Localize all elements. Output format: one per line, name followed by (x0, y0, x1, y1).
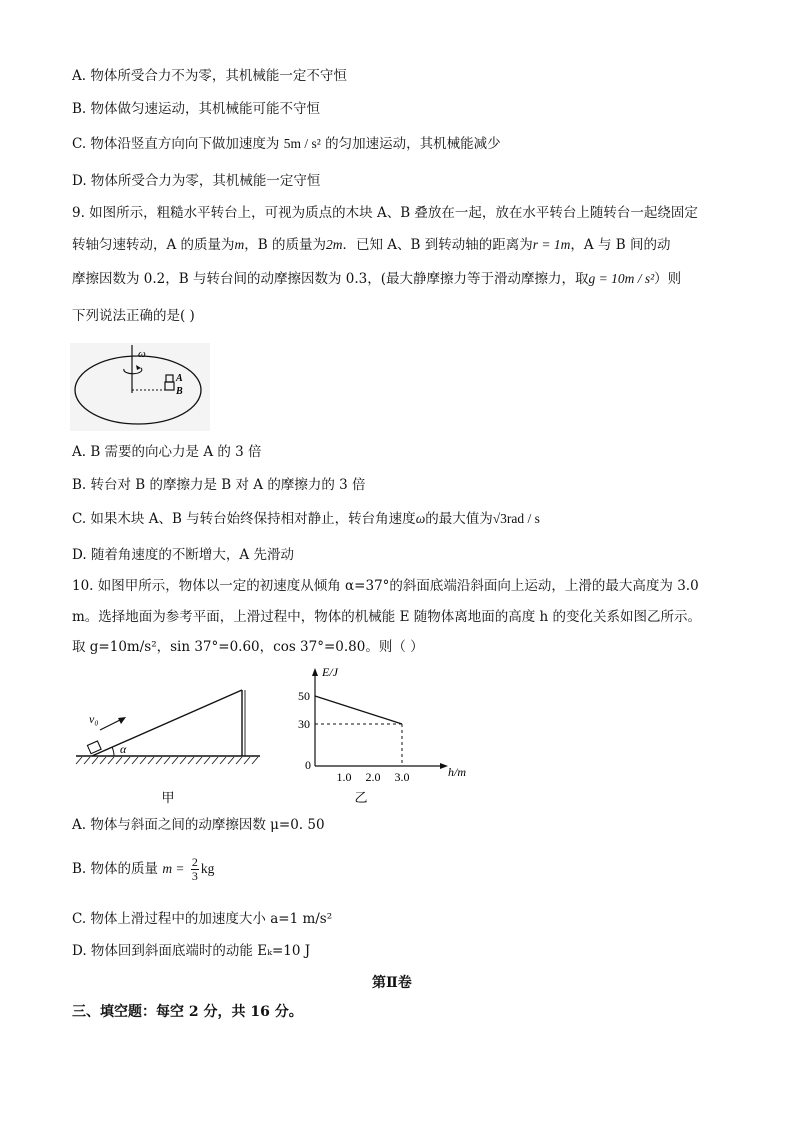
q10-stem-line1: 10. 如图甲所示，物体以一定的初速度从倾角 α=37°的斜面底端沿斜面向上运动，上滑的最大高度为 3.0 (72, 578, 699, 594)
q10-option-b-unit: kg (200, 861, 215, 876)
q10-stem-line3: 取 g=10m/s²，sin 37°=0.60，cos 37°=0.80。则（ ） (72, 639, 424, 655)
q9-line2-b: ，B 的质量为 (244, 237, 327, 253)
y-axis-label: E/J (322, 665, 338, 679)
q9-option-b: B. 转台对 B 的摩擦力是 B 对 A 的摩擦力的 3 倍 (72, 477, 366, 493)
y-tick-label-50: 50 (298, 689, 310, 703)
q10-incline-figure (74, 680, 264, 810)
fraction-denominator: 3 (191, 869, 198, 883)
q8-option-c-math: 5m / s² (283, 136, 321, 151)
q8-option-a: A. 物体所受合力不为零，其机械能一定不守恒 (72, 68, 347, 84)
section-title: 第Ⅱ卷 (372, 975, 412, 991)
x-axis-arrow (440, 763, 448, 769)
q9-stem-line1: 9. 如图所示，粗糙水平转台上，可视为质点的木块 A、B 叠放在一起，放在水平转台上随转台一起绕固定 (72, 205, 698, 221)
figure-jia-caption: 甲 (161, 790, 175, 805)
section-heading: 三、填空题：每空 2 分，共 16 分。 (72, 1004, 303, 1020)
v0-label: v₀ (89, 712, 99, 726)
origin-label: 0 (305, 758, 311, 772)
omega-label: ω (138, 348, 146, 360)
alpha-label: α (120, 742, 127, 756)
q10-option-b-fraction (191, 856, 199, 883)
q9-option-a: A. B 需要的向心力是 A 的 3 倍 (72, 444, 262, 460)
q10-option-b (72, 856, 214, 883)
q8-option-d: D. 物体所受合力为零，其机械能一定守恒 (72, 173, 321, 189)
q9-stem-line2 (72, 236, 670, 254)
q9-mass-b: 2m (326, 237, 343, 252)
q9-option-c-mid: 的最大值为 (425, 511, 493, 527)
q9-option-d: D. 随着角速度的不断增大，A 先滑动 (72, 547, 294, 563)
x-axis-label: h/m (448, 765, 466, 779)
x-tick-label-3.0: 3.0 (394, 770, 410, 784)
q9-line3-a: 摩擦因数为 0.2，B 与转台间的动摩擦因数为 0.3，(最大静摩擦力等于滑动摩擦力，取 (72, 271, 589, 287)
q10-option-b-mass: m = (162, 861, 185, 876)
q9-option-c (72, 510, 540, 528)
q9-option-c-pre: C. 如果木块 A、B 与转台始终保持相对静止，转台角速度 (72, 511, 416, 527)
q9-line2-a: 转轴匀速转动，A 的质量为 (72, 237, 235, 253)
label-a: A (176, 373, 183, 384)
q9-line2-d: ，A 与 B 间的动 (570, 237, 671, 253)
sliding-block (87, 741, 101, 754)
q8-option-c (72, 135, 501, 153)
q10-stem-line2: m。选择地面为参考平面，上滑过程中，物体的机械能 E 随物体离地面的高度 h 的变化关系如图乙所示。 (72, 609, 702, 625)
q9-stem-line4: 下列说法正确的是( ) (72, 308, 195, 324)
q9-mass-a: m (234, 237, 245, 252)
q10-option-d: D. 物体回到斜面底端时的动能 Eₖ=10 J (72, 943, 311, 959)
q8-option-c-pre: C. 物体沿竖直方向向下做加速度为 (72, 136, 280, 152)
energy-line (315, 696, 402, 724)
q10-energy-chart (296, 660, 486, 810)
q9-option-c-omega: ω (415, 511, 426, 526)
q9-gravity: g = 10m / s² (588, 271, 655, 286)
y-axis-arrow (312, 668, 318, 676)
x-tick-label-2.0: 2.0 (365, 770, 381, 784)
q10-option-c: C. 物体上滑过程中的加速度大小 a=1 m/s² (72, 911, 333, 927)
q9-stem-line3 (72, 270, 681, 288)
fraction-numerator: 2 (191, 855, 198, 869)
ground-hatching (76, 757, 258, 764)
q10-option-b-pre: B. 物体的质量 (72, 861, 159, 877)
figure-yi-caption: 乙 (354, 790, 368, 805)
q9-line3-b: ）则 (654, 271, 682, 287)
y-tick-label-30: 30 (298, 717, 310, 731)
q10-option-a: A. 物体与斜面之间的动摩擦因数 μ=0. 50 (72, 817, 325, 833)
q9-line2-c: ．已知 A、B 到转动轴的距离为 (342, 237, 533, 253)
x-tick-label-1.0: 1.0 (336, 770, 352, 784)
q8-option-b: B. 物体做匀速运动，其机械能可能不守恒 (72, 101, 321, 117)
angle-arc (112, 747, 114, 756)
q9-turntable-figure (70, 343, 210, 431)
q9-option-c-value: √3rad / s (492, 511, 540, 526)
q8-option-c-post: 的匀加速运动，其机械能减少 (325, 136, 501, 152)
label-b: B (176, 386, 183, 397)
q9-radius: r = 1m (532, 237, 571, 252)
